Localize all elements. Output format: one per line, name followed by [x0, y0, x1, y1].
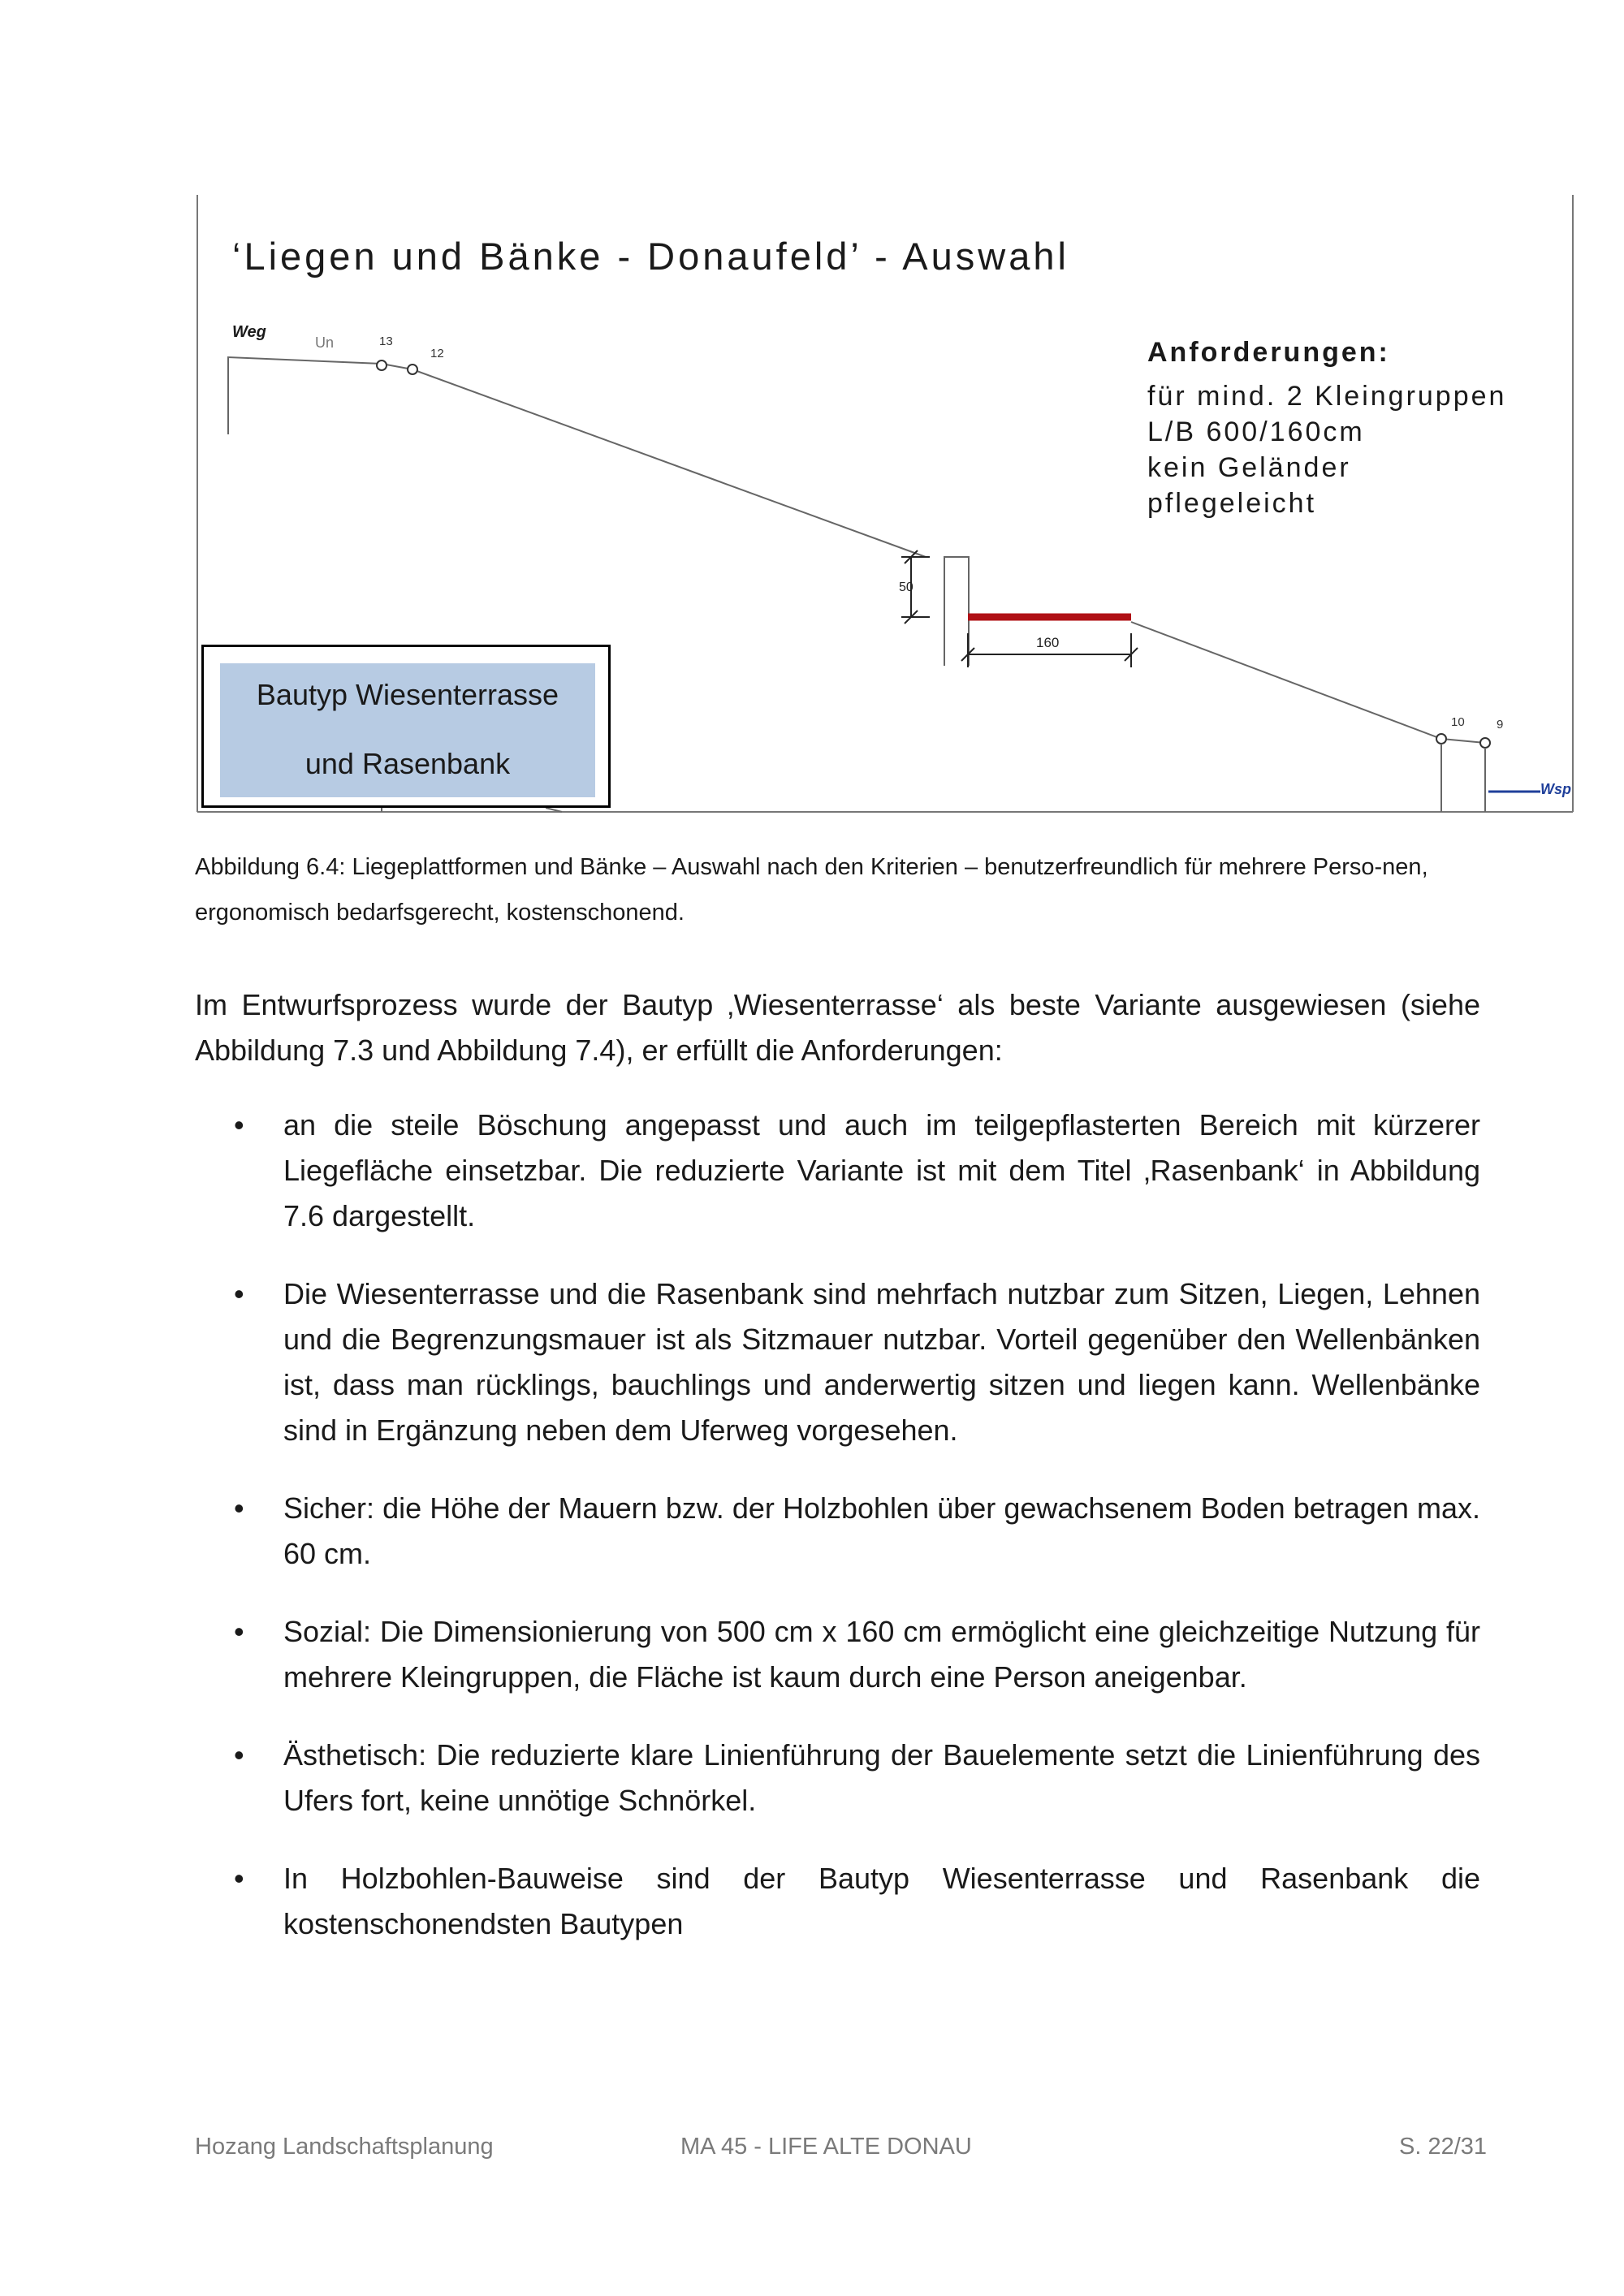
requirements-list [195, 1103, 1480, 1979]
bautyp-line-2: und Rasenbank [304, 747, 511, 780]
survey-point-13 [377, 360, 387, 370]
list-item [195, 1103, 1480, 1239]
list-item-text: Sicher: die Höhe der Mauern bzw. der Holzbohlen über gewachsenem Boden betragen max. 60 cm. [283, 1491, 1480, 1570]
label-wsp: Wsp [1540, 781, 1571, 797]
list-item-text: Ästhetisch: Die reduzierte klare Linienführung der Bauelemente setzt die Linienführung des Ufers fort, keine unnötige Schnörkel. [283, 1738, 1480, 1817]
label-un: Un [315, 334, 335, 351]
survey-point-12 [408, 365, 417, 374]
list-item-text: Sozial: Die Dimensionierung von 500 cm x 160 cm ermöglicht eine gleichzeitige Nutzung für mehrere Kleingruppen, die Fläche ist kaum durch eine Person aneigenbar. [283, 1615, 1480, 1694]
figure-caption: Abbildung 6.4: Liegeplattformen und Bänke – Auswahl nach den Kriterien – benutzerfreundlich für mehrere Perso-nen, ergonomisch bedarfsgerecht, kostenschonend. [195, 854, 1428, 926]
footer-page-number: S. 22/31 [1399, 2134, 1488, 2160]
bullet-icon: • [234, 1108, 244, 1142]
requirement-line: pflegeleicht [1147, 488, 1317, 519]
list-item [195, 1856, 1480, 1947]
list-item-text: In Holzbohlen-Bauweise sind der Bautyp Wiesenterrasse und Rasenbank die kostenschonendsten Bautypen [283, 1862, 1480, 1940]
bullet-icon: • [234, 1615, 244, 1648]
requirements-heading: Anforderungen: [1147, 337, 1390, 368]
bautyp-box-fill [220, 663, 595, 797]
terrain-lower-line [1131, 622, 1485, 743]
label-point-10: 10 [1451, 715, 1465, 729]
bullet-icon: • [234, 1277, 244, 1310]
bautyp-box [201, 645, 611, 808]
list-item [195, 1271, 1480, 1453]
section-profile-figure [0, 0, 1624, 820]
survey-point-9 [1480, 738, 1490, 748]
label-point-13: 13 [379, 334, 393, 348]
figure-title: ‘Liegen und Bänke - Donaufeld’ - Auswahl [232, 235, 1069, 278]
bullet-icon: • [234, 1491, 244, 1525]
label-height-dimension: 50 [899, 580, 914, 594]
footer-center: MA 45 - LIFE ALTE DONAU [680, 2134, 972, 2160]
list-item [195, 1733, 1480, 1823]
requirement-line: für mind. 2 Kleingruppen [1147, 381, 1507, 412]
list-item-text: Die Wiesenterrasse und die Rasenbank sind mehrfach nutzbar zum Sitzen, Liegen, Lehnen und die Begrenzungsmauer ist als Sitzmauer nutzbar. Vorteil gegenüber den Wellenbänken ist, dass man rücklings, bauchlings und anderwertig sitzen und liegen kann. Wellenbänke sind in Ergänzung neben dem Uferweg vorgesehen. [283, 1277, 1480, 1447]
list-item [195, 1486, 1480, 1577]
intro-paragraph: Im Entwurfsprozess wurde der Bautyp ‚Wiesenterrasse‘ als beste Variante ausgewiesen (siehe Abbildung 7.3 und Abbildung 7.4), er erfüllt die Anforderungen: [195, 988, 1480, 1067]
label-weg: Weg [232, 323, 266, 341]
list-item [195, 1609, 1480, 1700]
bautyp-line-1: Bautyp Wiesenterrasse [256, 678, 559, 711]
requirements-block [1147, 337, 1602, 521]
terrain-upper-line [228, 357, 926, 557]
requirement-line: kein Geländer [1147, 452, 1351, 483]
list-item-text: an die steile Böschung angepasst und auch im teilgepflasterten Bereich mit kürzerer Liegefläche einsetzbar. Die reduzierte Variante ist mit dem Titel ‚Rasenbank‘ in Abbildung 7.6 dargestellt. [283, 1108, 1480, 1232]
label-point-12: 12 [430, 347, 444, 360]
bullet-icon: • [234, 1738, 244, 1772]
retaining-wall [944, 557, 969, 666]
bullet-icon: • [234, 1862, 244, 1895]
footer-left: Hozang Landschaftsplanung [195, 2134, 494, 2160]
label-width-dimension: 160 [1036, 635, 1060, 650]
requirement-line: L/B 600/160cm [1147, 416, 1365, 447]
label-point-9: 9 [1497, 718, 1504, 732]
survey-point-10 [1436, 734, 1446, 744]
